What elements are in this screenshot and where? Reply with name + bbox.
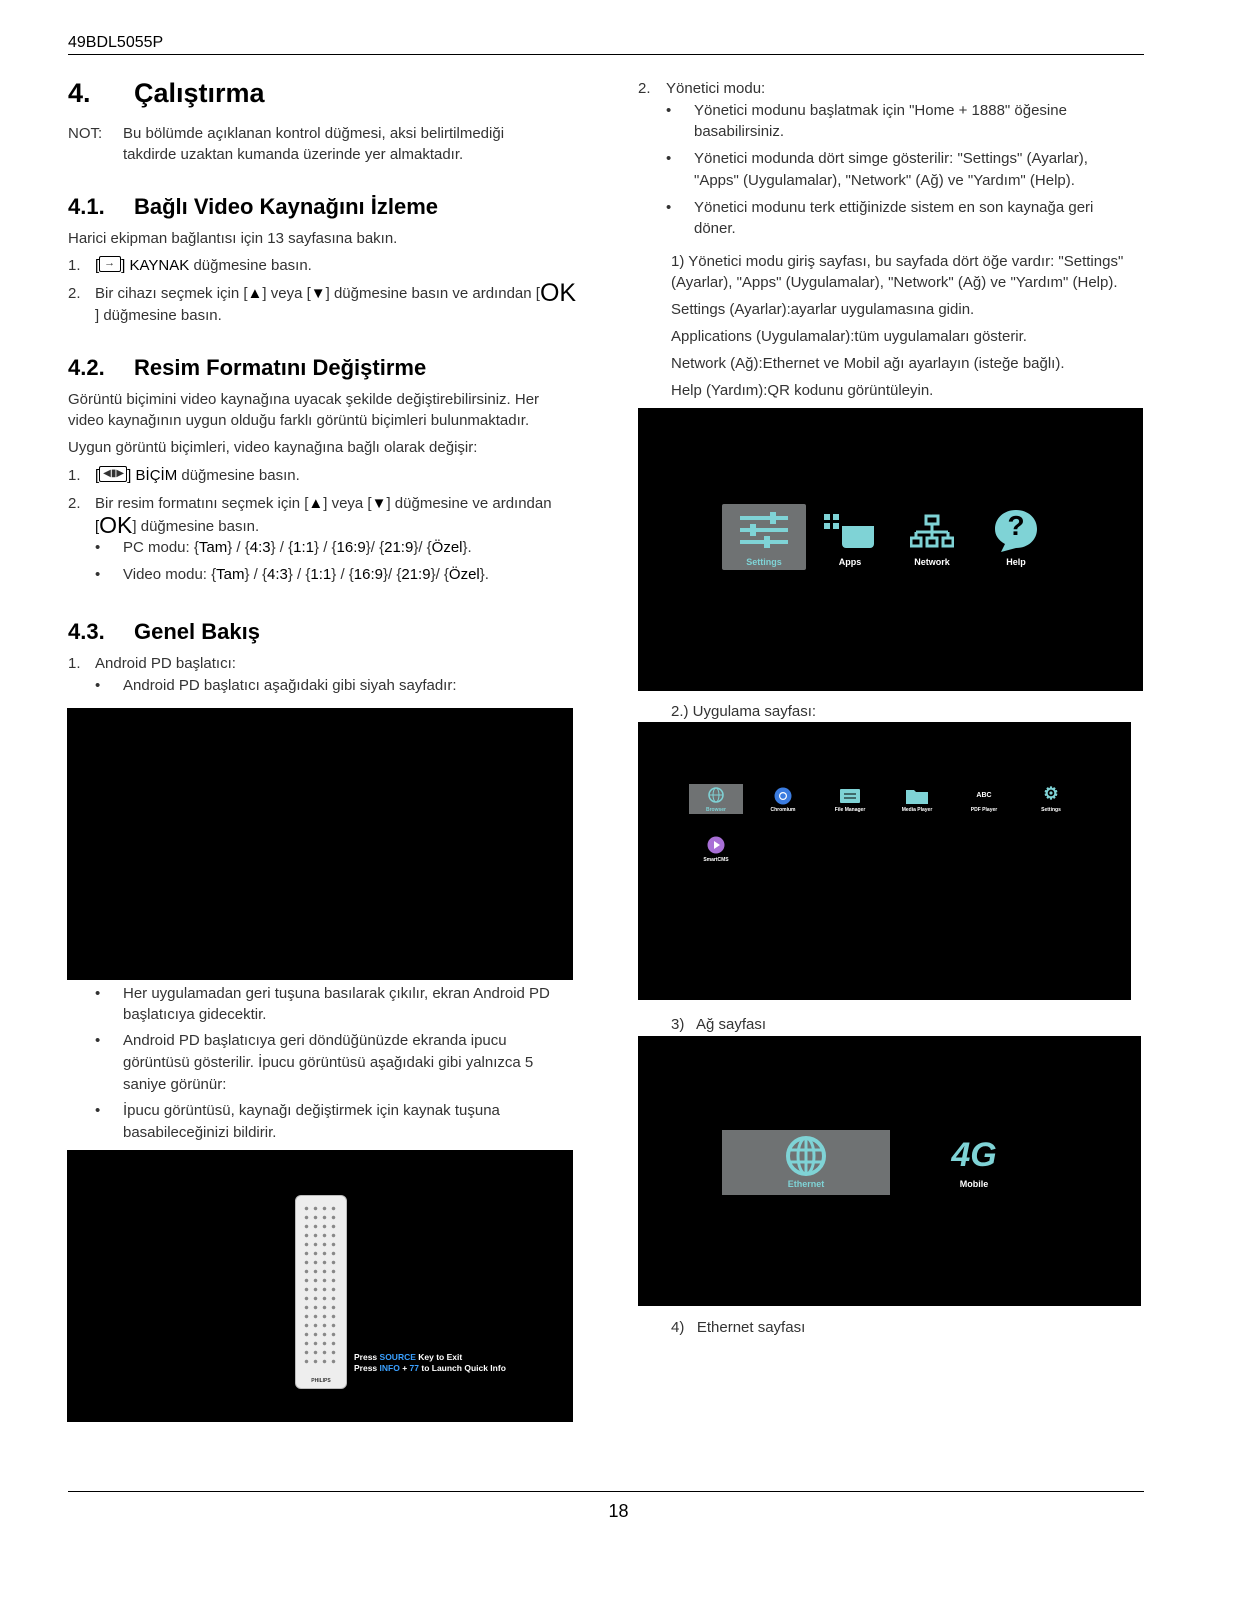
model-number: 49BDL5055P	[68, 34, 164, 51]
app-smartcms[interactable]: SmartCMS	[689, 834, 743, 864]
4g-icon: 4G	[951, 1136, 997, 1174]
s42-p2: Uygun görüntü biçimleri, video kaynağına bağlı olarak değişir:	[68, 439, 478, 456]
down-key-icon: ▼	[371, 495, 387, 512]
caption-apps-page: 2.) Uygulama sayfası:	[671, 703, 817, 720]
source-key-icon: →	[99, 256, 121, 272]
admin-tile-help[interactable]: ? Help	[974, 504, 1058, 570]
chromium-icon	[774, 787, 792, 805]
ok-key-icon: OK	[99, 512, 133, 538]
gear-icon: ⚙	[1043, 784, 1059, 803]
section-4-1-heading: 4.1. Bağlı Video Kaynağını İzleme	[68, 194, 439, 219]
help-glyph: ?	[1007, 510, 1025, 541]
ok-key-icon: OK	[539, 279, 577, 307]
format-key-icon: ◀▮▶	[99, 466, 127, 482]
hint-screenshot	[67, 1150, 573, 1422]
hint-text-line-2: Press INFO + 77 to Launch Quick Info	[354, 1363, 506, 1373]
up-key-icon: ▲	[247, 285, 263, 302]
net-tile-mobile[interactable]: 4G Mobile	[890, 1130, 1058, 1195]
admin-tile-network[interactable]: Network	[890, 504, 974, 570]
file-manager-icon	[840, 789, 860, 803]
note-label: NOT:	[68, 125, 103, 142]
s41-intro: Harici ekipman bağlantısı için 13 sayfasına bakın.	[68, 230, 398, 247]
play-icon	[707, 836, 725, 854]
page-number: 18	[608, 1501, 629, 1521]
admin-tile-settings[interactable]: Settings	[722, 504, 806, 570]
section-4-3-heading: 4.3. Genel Bakış	[68, 619, 260, 644]
globe-icon	[786, 1136, 826, 1176]
caption-ethernet-page: 4) Ethernet sayfası	[671, 1319, 806, 1336]
up-key-icon: ▲	[308, 495, 324, 512]
right-p1-line1: 1) Yönetici modu giriş sayfası, bu sayfada dört öğe vardır: "Settings"	[671, 253, 1124, 270]
net-tile-ethernet[interactable]: Ethernet	[722, 1130, 890, 1195]
folder-icon	[906, 788, 928, 804]
hint-text-line-1: Press SOURCE Key to Exit	[354, 1352, 463, 1362]
app-settings[interactable]: ⚙ Settings	[1024, 784, 1078, 814]
right-p2: Settings (Ayarlar):ayarlar uygulamasına gidin.	[671, 301, 975, 318]
section-4-2-heading: 4.2. Resim Formatını Değiştirme	[68, 355, 427, 380]
right-p1-line2: (Ayarlar), "Apps" (Uygulamalar), "Network" (Ağ) ve "Yardım" (Help).	[671, 274, 1118, 291]
right-p5: Help (Yardım):QR kodunu görüntüleyin.	[671, 382, 934, 399]
remote-control-image	[295, 1195, 347, 1389]
footer-divider	[68, 1491, 1144, 1492]
android-launcher-screenshot	[67, 708, 573, 980]
apps-icon	[824, 512, 876, 552]
network-page-screenshot	[638, 1036, 1141, 1306]
sliders-icon	[738, 510, 790, 550]
apps-page-screenshot	[638, 722, 1131, 1000]
down-key-icon: ▼	[310, 285, 326, 302]
section-4-heading: 4. Çalıştırma	[68, 78, 265, 108]
note-line-1: Bu bölümde açıklanan kontrol düğmesi, aksi belirtilmediği	[123, 125, 505, 142]
globe-icon	[708, 787, 724, 803]
s42-p1-line2: video kaynağının uygun olduğu farklı görüntü biçimleri bulunmaktadır.	[68, 412, 530, 429]
remote-brand-label: PHILIPS	[311, 1378, 331, 1384]
app-media-player[interactable]: Media Player	[890, 784, 944, 814]
s42-p1-line1: Görüntü biçimini video kaynağına uyacak şekilde değiştirebilirsiniz. Her	[68, 391, 540, 408]
page-header	[68, 34, 1144, 55]
app-file-manager[interactable]: File Manager	[823, 784, 877, 814]
admin-tile-apps[interactable]: Apps	[808, 504, 892, 570]
note-line-2: takdirde uzaktan kumanda üzerinde yer almaktadır.	[123, 146, 464, 163]
admin-mode-screenshot	[638, 408, 1143, 691]
right-p3: Applications (Uygulamalar):tüm uygulamaları gösterir.	[671, 328, 1027, 345]
abc-icon: ABC	[976, 792, 992, 799]
app-chromium[interactable]: Chromium	[756, 784, 810, 814]
app-browser[interactable]: Browser	[689, 784, 743, 814]
right-p4: Network (Ağ):Ethernet ve Mobil ağı ayarlayın (isteğe bağlı).	[671, 355, 1065, 372]
app-pdf-player[interactable]: ABC PDF Player	[957, 784, 1011, 814]
caption-network-page: 3) Ağ sayfası	[671, 1016, 767, 1033]
network-icon	[910, 514, 954, 554]
